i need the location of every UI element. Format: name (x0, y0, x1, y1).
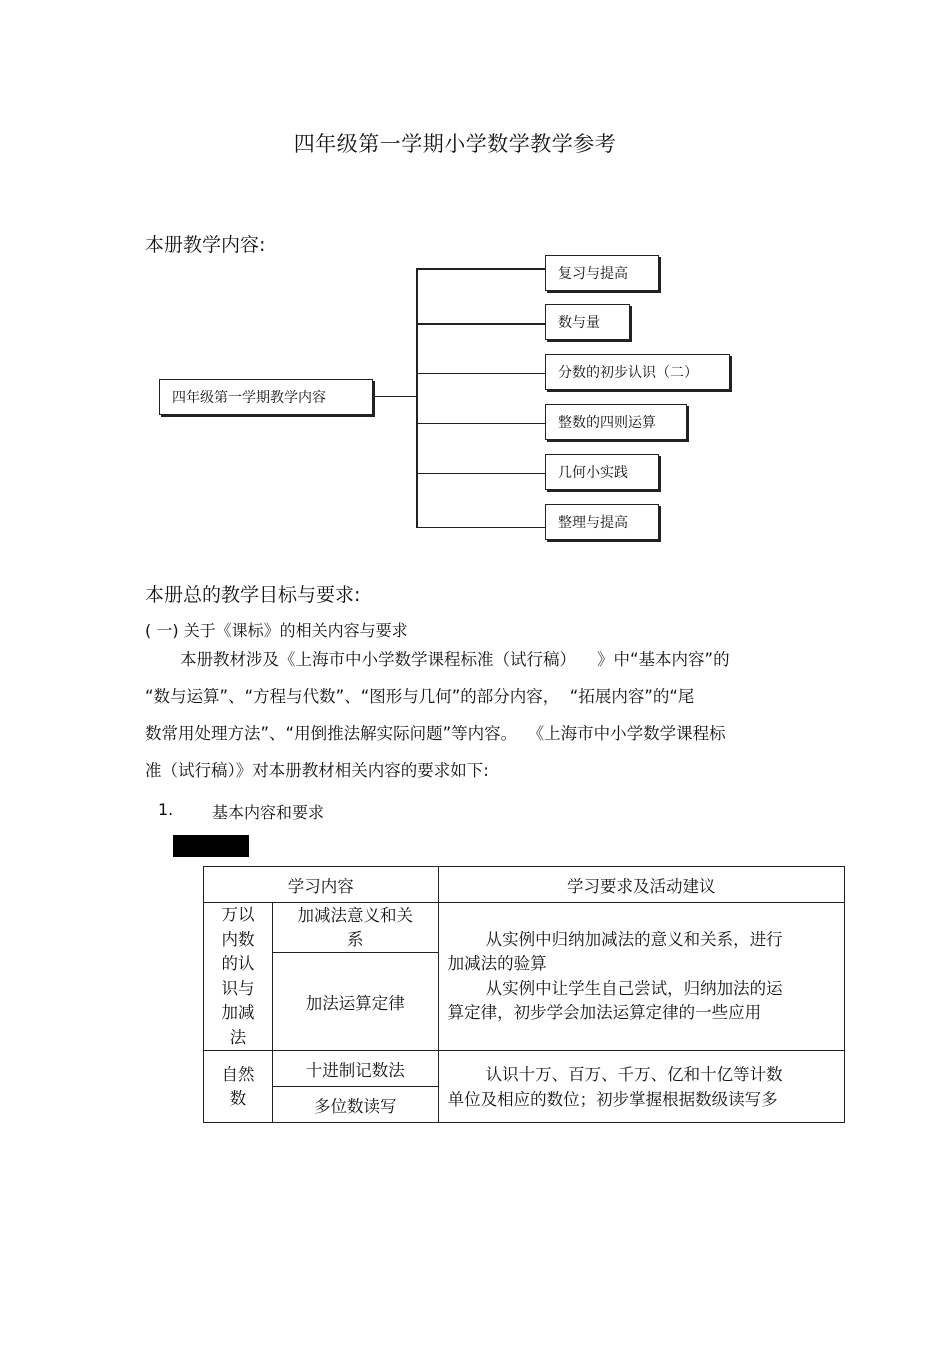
section-heading-goals: 本册总的教学目标与要求: (145, 584, 361, 606)
branch-line (416, 268, 545, 270)
branch-box-number: 数与量 (545, 304, 630, 340)
branch-line (416, 423, 545, 424)
list-item-text: 基本内容和要求 (212, 803, 325, 822)
branch-line (416, 373, 545, 374)
branch-line (416, 473, 545, 474)
item-cell: 十进制记数法 (272, 1051, 438, 1087)
branch-box-fraction: 分数的初步认识（二） (545, 354, 730, 390)
item-cell: 加减法意义和关 系 (272, 903, 438, 953)
paragraph-line: 数常用处理方法”、“用倒推法解实际问题”等内容。 《上海市中小学数学课程标 (145, 724, 726, 743)
redaction-bar (173, 835, 249, 857)
group-label-cell: 自然 数 (204, 1051, 273, 1123)
tree-root-box: 四年级第一学期教学内容 (159, 379, 373, 415)
table-header-requirements: 学习要求及活动建议 (438, 867, 844, 903)
section-heading-content: 本册教学内容: (145, 234, 266, 256)
page-title: 四年级第一学期小学数学教学参考 (293, 132, 617, 156)
branch-box-review: 复习与提高 (545, 255, 659, 291)
branch-line (416, 323, 545, 325)
item-cell: 多位数读写 (272, 1087, 438, 1123)
requirements-cell: 认识十万、百万、千万、亿和十亿等计数 单位及相应的数位；初步掌握根据数级读写多 (438, 1051, 844, 1123)
paragraph-line: “数与运算”、“方程与代数”、“图形与几何”的部分内容， “拓展内容”的“尾 (145, 687, 695, 706)
branch-box-arithmetic: 整数的四则运算 (545, 404, 687, 440)
branch-line (416, 527, 545, 528)
subsection-heading: ( 一) 关于《课标》的相关内容与要求 (145, 621, 408, 640)
paragraph-line: 本册教材涉及《上海市中小学数学课程标准（试行稿） 》中“基本内容”的 (180, 650, 730, 669)
tree-trunk (416, 268, 418, 528)
paragraph-line: 准（试行稿）》对本册教材相关内容的要求如下: (145, 761, 489, 780)
group-label-cell: 万以 内数 的认 识与 加减 法 (204, 903, 273, 1051)
content-requirements-table (203, 866, 845, 1123)
table-header-content: 学习内容 (204, 867, 439, 903)
branch-box-summary: 整理与提高 (545, 504, 659, 540)
branch-box-geometry: 几何小实践 (545, 454, 659, 490)
requirements-cell: 从实例中归纳加减法的意义和关系，进行 加减法的验算 从实例中让学生自己尝试，归纳加法的运 算定律，初步学会加法运算定律的一些应用 (438, 903, 844, 1051)
item-cell: 加法运算定律 (272, 953, 438, 1051)
tree-connector (374, 396, 417, 397)
list-item-number: 1. (158, 800, 174, 819)
